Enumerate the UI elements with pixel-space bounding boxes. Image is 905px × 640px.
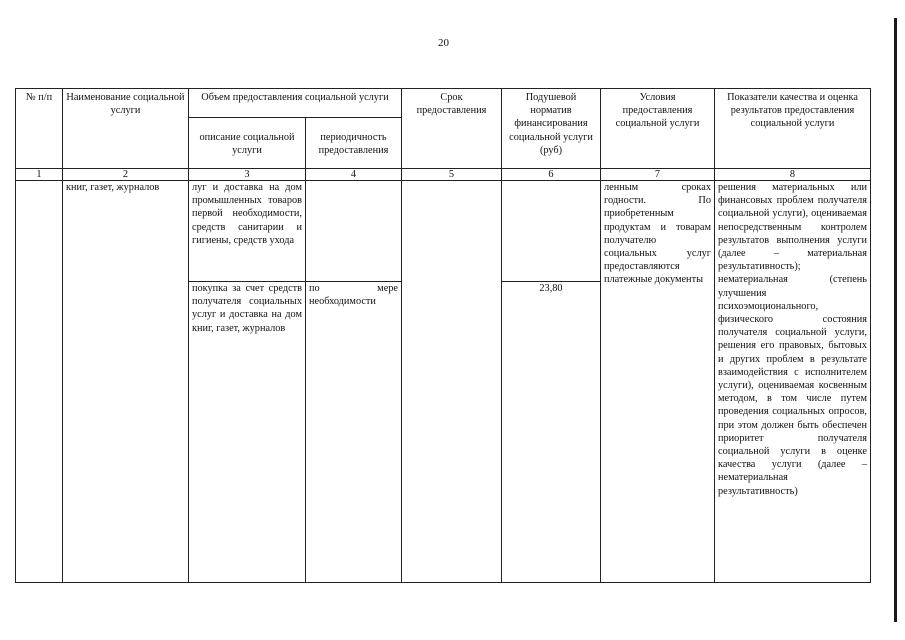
column-number: 8 — [715, 169, 871, 181]
column-number: 4 — [306, 169, 402, 181]
header-col-norm: Подушевой норматив финансирования социальной услуги (руб) — [502, 89, 601, 169]
header-col-description: описание социальной услуги — [189, 118, 306, 169]
column-number-row — [16, 169, 871, 181]
service-description-cell: луг и доставка на дом промышленных товаров первой необходимости, средств санитарии и гигиены, средств ухода — [189, 181, 306, 282]
periodicity-cell — [306, 181, 402, 282]
header-col-term: Срок предоставления — [402, 89, 502, 169]
norm-cell — [502, 181, 601, 282]
row-number-cell — [16, 181, 63, 583]
header-col-quality: Показатели качества и оценка результатов предоставления социальной услуги — [715, 89, 871, 169]
header-col-name: Наименование социальной услуги — [63, 89, 189, 169]
page-number: 20 — [438, 37, 449, 49]
header-col-volume: Объем предоставления социальной услуги — [189, 89, 402, 118]
column-number: 6 — [502, 169, 601, 181]
header-col-number: № п/п — [16, 89, 63, 169]
header-col-conditions: Условия предоставления социальной услуги — [601, 89, 715, 169]
service-name-cell: книг, газет, журналов — [63, 181, 189, 583]
column-number: 2 — [63, 169, 189, 181]
service-description-cell: покупка за счет средств получателя социальных услуг и доставка на дом книг, газет, журналов — [189, 282, 306, 583]
page-edge-line — [894, 18, 897, 622]
column-number: 3 — [189, 169, 306, 181]
term-cell — [402, 181, 502, 583]
table-row — [16, 181, 871, 282]
column-number: 1 — [16, 169, 63, 181]
column-number: 5 — [402, 169, 502, 181]
services-table — [15, 88, 871, 583]
norm-cell: 23,80 — [502, 282, 601, 583]
quality-cell: решения материальных или финансовых проблем получателя социальной услуги), оцениваемая непосредственным контролем результатов выполнения услуги (далее – материальная результативность); нематериальная (степень улучшения психоэмоционального, физического состояния получателя социальной услуги, решения его правовых, бытовых и других проблем в результате взаимодействия с исполнителем услуги), оцениваемая косвенным методом, в том числе путем проведения социальных опросов, при этом должен быть обеспечен приоритет получателя социальной услуги в оценке качества услуги (далее – нематериальная результативность) — [715, 181, 871, 583]
header-row-1 — [16, 89, 871, 118]
conditions-cell: ленным сроках годности. По приобретенным продуктам и товарам получателю социальных услуг предоставляются платежные документы — [601, 181, 715, 583]
column-number: 7 — [601, 169, 715, 181]
header-col-periodicity: периодичность предоставления — [306, 118, 402, 169]
periodicity-cell: по мере необходимости — [306, 282, 402, 583]
